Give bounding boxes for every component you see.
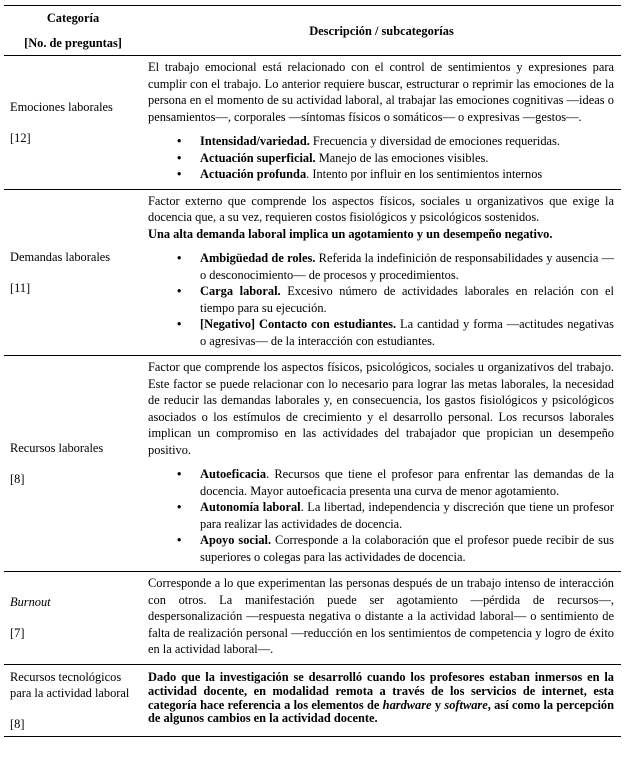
subcategory-text: . Recursos que tiene el profesor para enfrentar las demandas de la docencia. Mayor autoeficacia presenta una curva de menor agotamiento. (200, 467, 614, 498)
description-cell (142, 664, 621, 736)
subcategory-text: . Intento por influir en los sentimientos internos (306, 167, 543, 181)
categories-table (4, 5, 621, 737)
table-row-recursos-tecnologicos (4, 664, 621, 736)
subcategory-term: Intensidad/variedad. (200, 134, 310, 148)
table-row-recursos (4, 356, 621, 572)
subcategory-term: Autoeficacia (200, 467, 267, 481)
hardware-term: hardware (382, 697, 432, 712)
description-text: , así como la percepción de algunos cambios en la actividad docente. (148, 697, 615, 726)
description-cell (142, 356, 621, 572)
bullet-icon: • (177, 533, 182, 547)
description-paragraph (148, 193, 614, 226)
description-text: Dado que la investigación se desarrolló cuando los profesores estaban inmersos en la actividad docente, en modalidad remota a través de los servicios de internet, esta categoría hace referencia a los elementos de (148, 669, 614, 712)
category-header-line2: [No. de preguntas] (24, 36, 122, 50)
subcategory-text: Excesivo número de actividades laborales en relación con el tiempo para su ejecución. (200, 284, 614, 315)
category-name: Burnout (10, 595, 51, 610)
subcategory-item (177, 532, 614, 565)
bullet-icon: • (177, 150, 182, 165)
subcategory-term: Carga laboral. (200, 284, 281, 298)
subcategory-text: Corresponde a la colaboración que el profesor puede recibir de sus superiores o colegas para las actividades de docencia. (200, 533, 615, 564)
subcategory-text: . La libertad, independencia y discreción que tiene un profesor para realizar las actividades de docencia. (200, 500, 614, 531)
subcategory-term: Actuación profunda (200, 167, 307, 181)
description-cell (142, 189, 621, 356)
bullet-icon: • (177, 467, 182, 481)
subcategory-term: Apoyo social. (200, 533, 272, 547)
subcategory-term: [Negativo] Contacto con estudiantes. (200, 317, 397, 331)
description-paragraph (148, 575, 614, 658)
description-text: Corresponde a lo que experimentan las personas después de un trabajo intenso de interacción con otros. La manifestación puede ser agotamiento —pérdida de recursos—, despersonalización —respuesta negativa o distante a la actividad laboral— o sentimiento de falta de realización personal —reducción en los sentimientos de competencia y logro de éxito en la actividad laboral—. (148, 576, 614, 656)
category-name: Recursos laborales (10, 441, 104, 455)
subcategory-text: Manejo de las emociones visibles. (315, 150, 489, 165)
subcategory-item (177, 150, 614, 167)
category-cell (4, 56, 142, 190)
subcategory-term: Autonomía laboral (200, 500, 301, 514)
table-row-burnout (4, 572, 621, 665)
table-row-demandas (4, 189, 621, 356)
description-text: y (431, 697, 445, 712)
category-count: [7] (10, 626, 25, 641)
subcategory-item (177, 466, 614, 499)
bullet-icon: • (177, 500, 182, 514)
subcategory-item (177, 316, 614, 349)
description-header-cell: Descripción / subcategorías (142, 6, 621, 56)
category-count: [8] (10, 716, 25, 731)
description-paragraph (148, 59, 614, 125)
subcategory-item (177, 166, 614, 183)
table-row-emociones (4, 56, 621, 190)
category-cell (4, 189, 142, 356)
subcategory-text: La cantidad y forma —actitudes negativas o agresivas— de la interacción con estudiantes. (200, 317, 614, 348)
category-count: [11] (10, 280, 31, 295)
bullet-icon: • (177, 317, 182, 331)
header-row (4, 6, 621, 56)
subcategory-text: Referida la indefinición de responsabilidades y ausencia —o desconocimiento— de procesos y procedimientos. (200, 251, 614, 282)
bullet-icon: • (177, 134, 182, 148)
subcategory-list (177, 250, 614, 349)
bullet-icon: • (177, 167, 182, 181)
description-cell (142, 56, 621, 190)
description-text: Factor que comprende los aspectos físicos, psicológicos, sociales u organizativos del trabajo. Este factor se puede relacionar con lo necesario para lograr las metas laborales, la necesidad de reducir las demandas laborales y, en consecuencia, los gastos fisiológicos y psicológicos asociados o los estímulos de crecimiento y el desarrollo personal. Los recursos laborales implican un compromiso en las actividades del trabajador que propician un desempeño positivo. (148, 360, 614, 457)
description-text: El trabajo emocional está relacionado con el control de sentimientos y expresiones para cumplir con el trabajo. Lo anterior requiere buscar, estructurar o reprimir las emociones de la persona en el momento de su actividad laboral, al trabajar las emociones cognitivas —ideas o pensamientos—, corporales —síntomas físicos o somáticos— o expresivas —gestos—. (148, 60, 614, 124)
category-cell (4, 572, 142, 665)
category-cell (4, 356, 142, 572)
category-count: [12] (10, 130, 31, 145)
description-paragraph (148, 671, 614, 726)
category-header-cell (4, 6, 142, 56)
subcategory-item (177, 250, 614, 283)
subcategory-item (177, 133, 614, 150)
category-name: Demandas laborales (10, 249, 111, 264)
bullet-icon: • (177, 251, 182, 265)
bullet-icon: • (177, 284, 182, 298)
category-cell (4, 664, 142, 736)
subcategory-term: Ambigüedad de roles. (200, 251, 316, 265)
description-cell (142, 572, 621, 665)
software-term: software (444, 697, 488, 712)
category-name: Recursos tecnológicos para la actividad laboral (10, 669, 130, 700)
description-text: Factor externo que comprende los aspectos físicos, sociales u organizativos que exige la docencia que, a su vez, requieren costos fisiológicos y psicológicos sostenidos. (148, 193, 614, 224)
category-count: [8] (10, 472, 25, 486)
category-name: Emociones laborales (10, 99, 113, 114)
subcategory-list (177, 133, 614, 183)
description-bold-text: Una alta demanda laboral implica un agotamiento y un desempeño negativo. (148, 226, 553, 241)
subcategory-text: Frecuencia y diversidad de emociones requeridas. (309, 134, 560, 148)
description-paragraph-bold (148, 226, 614, 243)
description-paragraph (148, 359, 614, 458)
subcategory-term: Actuación superficial. (200, 150, 316, 165)
subcategory-item (177, 499, 614, 532)
subcategory-list (177, 466, 614, 565)
subcategory-item (177, 283, 614, 316)
category-header-line1: Categoría (46, 11, 100, 25)
